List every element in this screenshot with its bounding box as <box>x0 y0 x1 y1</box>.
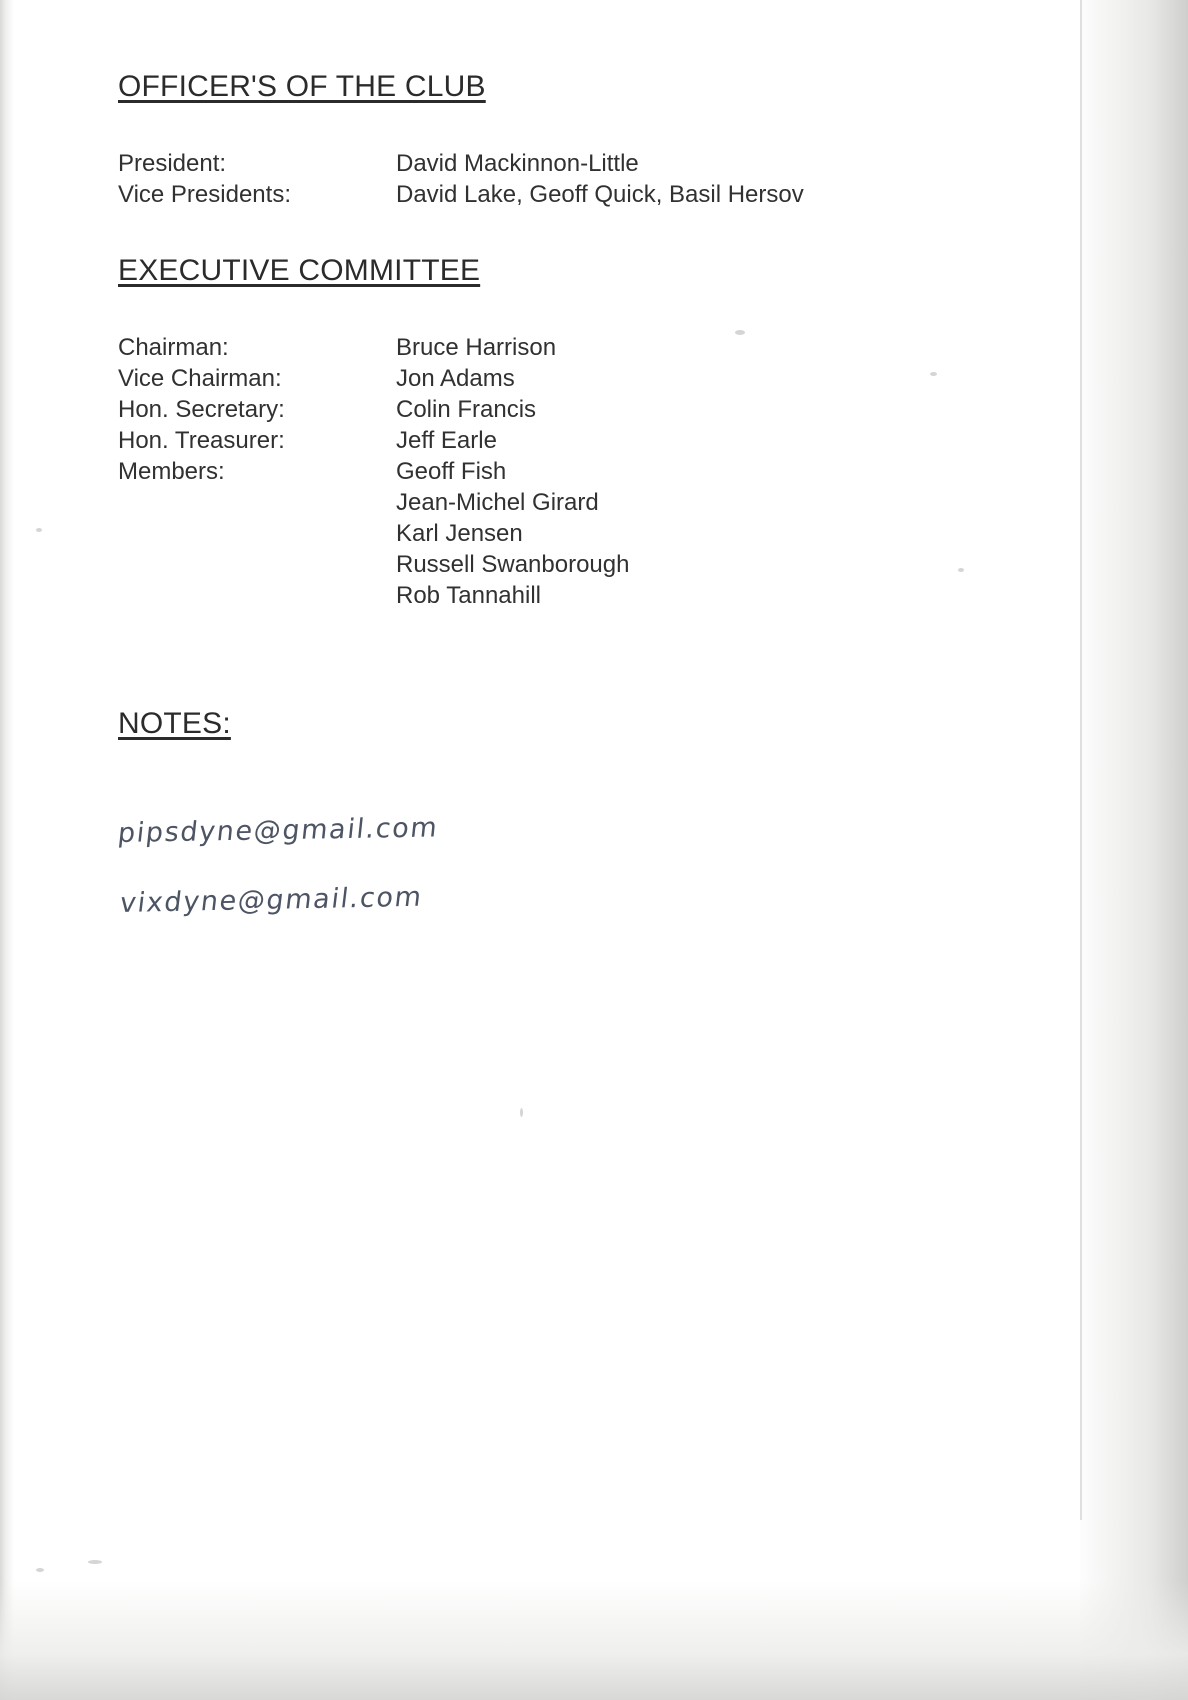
scan-speck <box>36 1568 44 1572</box>
committee-row <box>118 487 978 518</box>
role-label: Vice Chairman: <box>118 365 282 392</box>
role-label: Members: <box>118 458 225 485</box>
role-value: Bruce Harrison <box>396 334 557 361</box>
document-body <box>118 70 978 939</box>
notes-heading: NOTES: <box>118 707 231 740</box>
role-value: Jon Adams <box>396 365 515 392</box>
role-label: Chairman: <box>118 334 229 361</box>
role-label: Hon. Treasurer: <box>118 427 285 454</box>
scan-edge-right <box>1080 0 1188 1700</box>
scan-edge-left <box>0 0 14 1700</box>
role-value: Colin Francis <box>396 396 537 423</box>
scan-fold-line <box>1080 0 1082 1520</box>
role-value: Jean-Michel Girard <box>396 489 599 516</box>
committee-row <box>118 332 978 363</box>
role-value: David Lake, Geoff Quick, Basil Hersov <box>396 181 804 208</box>
role-value: Karl Jensen <box>396 520 523 547</box>
role-label: President: <box>118 150 227 177</box>
handwritten-notes <box>118 799 978 939</box>
handwritten-email-1: pipsdyne@gmail.com <box>116 812 441 849</box>
scan-edge-bottom <box>0 1580 1188 1700</box>
section-spacer <box>118 210 978 254</box>
committee-row <box>118 394 978 425</box>
committee-row <box>118 518 978 549</box>
committee-row <box>118 425 978 456</box>
role-value: David Mackinnon-Little <box>396 150 639 177</box>
executive-committee-heading: EXECUTIVE COMMITTEE <box>118 254 481 287</box>
scan-speck <box>36 528 42 532</box>
committee-row <box>118 363 978 394</box>
executive-committee-list <box>118 332 978 611</box>
officers-list <box>118 148 978 210</box>
role-label: Hon. Secretary: <box>118 396 285 423</box>
committee-row <box>118 580 978 611</box>
handwritten-email-2: vixdyne@gmail.com <box>118 881 425 919</box>
role-value: Jeff Earle <box>396 427 497 454</box>
committee-row <box>118 456 978 487</box>
role-value: Rob Tannahill <box>396 582 541 609</box>
scan-speck <box>520 1108 523 1117</box>
officers-row <box>118 179 978 210</box>
committee-row <box>118 549 978 580</box>
officers-row <box>118 148 978 179</box>
officers-heading: OFFICER'S OF THE CLUB <box>118 70 486 103</box>
notes-section <box>118 707 978 939</box>
scan-speck <box>88 1560 102 1564</box>
role-value: Geoff Fish <box>396 458 507 485</box>
role-label: Vice Presidents: <box>118 181 291 208</box>
role-value: Russell Swanborough <box>396 551 630 578</box>
